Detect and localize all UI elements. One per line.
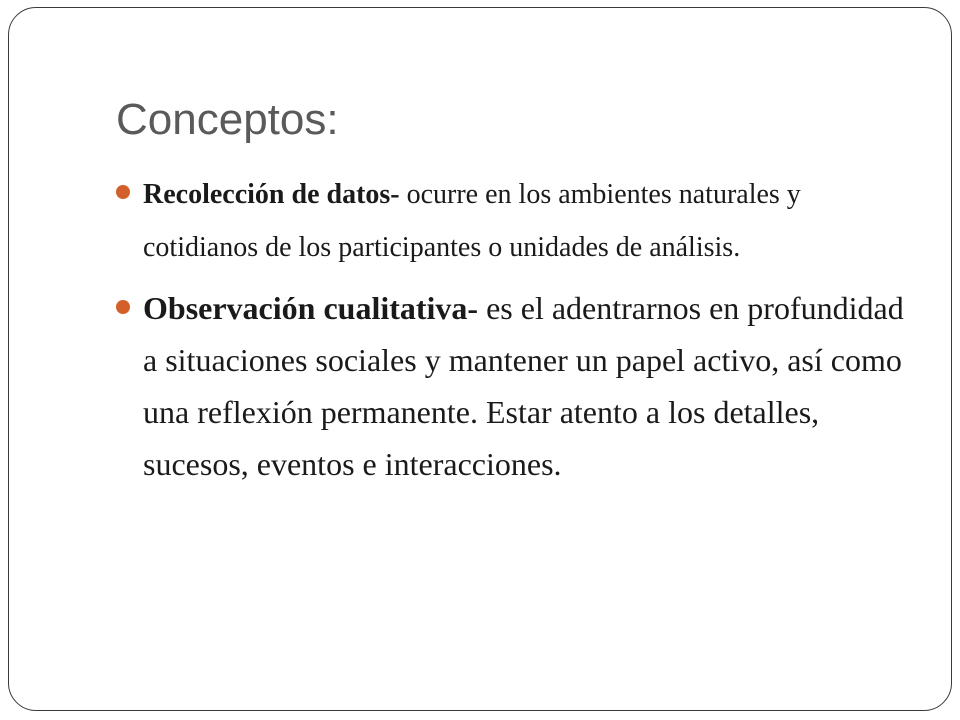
bullet-description: ocurre en los ambientes naturales y cotidianos de los participantes o unidades de análisis. xyxy=(143,179,801,263)
bullet-dot-icon xyxy=(116,185,130,199)
bullet-item-recoleccion xyxy=(116,168,916,274)
slide xyxy=(8,7,952,711)
bullet-dot-icon xyxy=(116,300,130,314)
slide-title: Conceptos: xyxy=(116,95,339,144)
bullet-item-observacion xyxy=(116,282,916,490)
bullet-term: Recolección de datos- xyxy=(143,179,400,210)
bullet-list xyxy=(116,168,916,490)
bullet-term: Observación cualitativa- xyxy=(143,290,479,326)
bullet-description: es el adentrarnos en profundidad a situaciones sociales y mantener un papel activo, así como una reflexión permanente. Estar atento a los detalles, sucesos, eventos e interacciones. xyxy=(143,290,904,482)
